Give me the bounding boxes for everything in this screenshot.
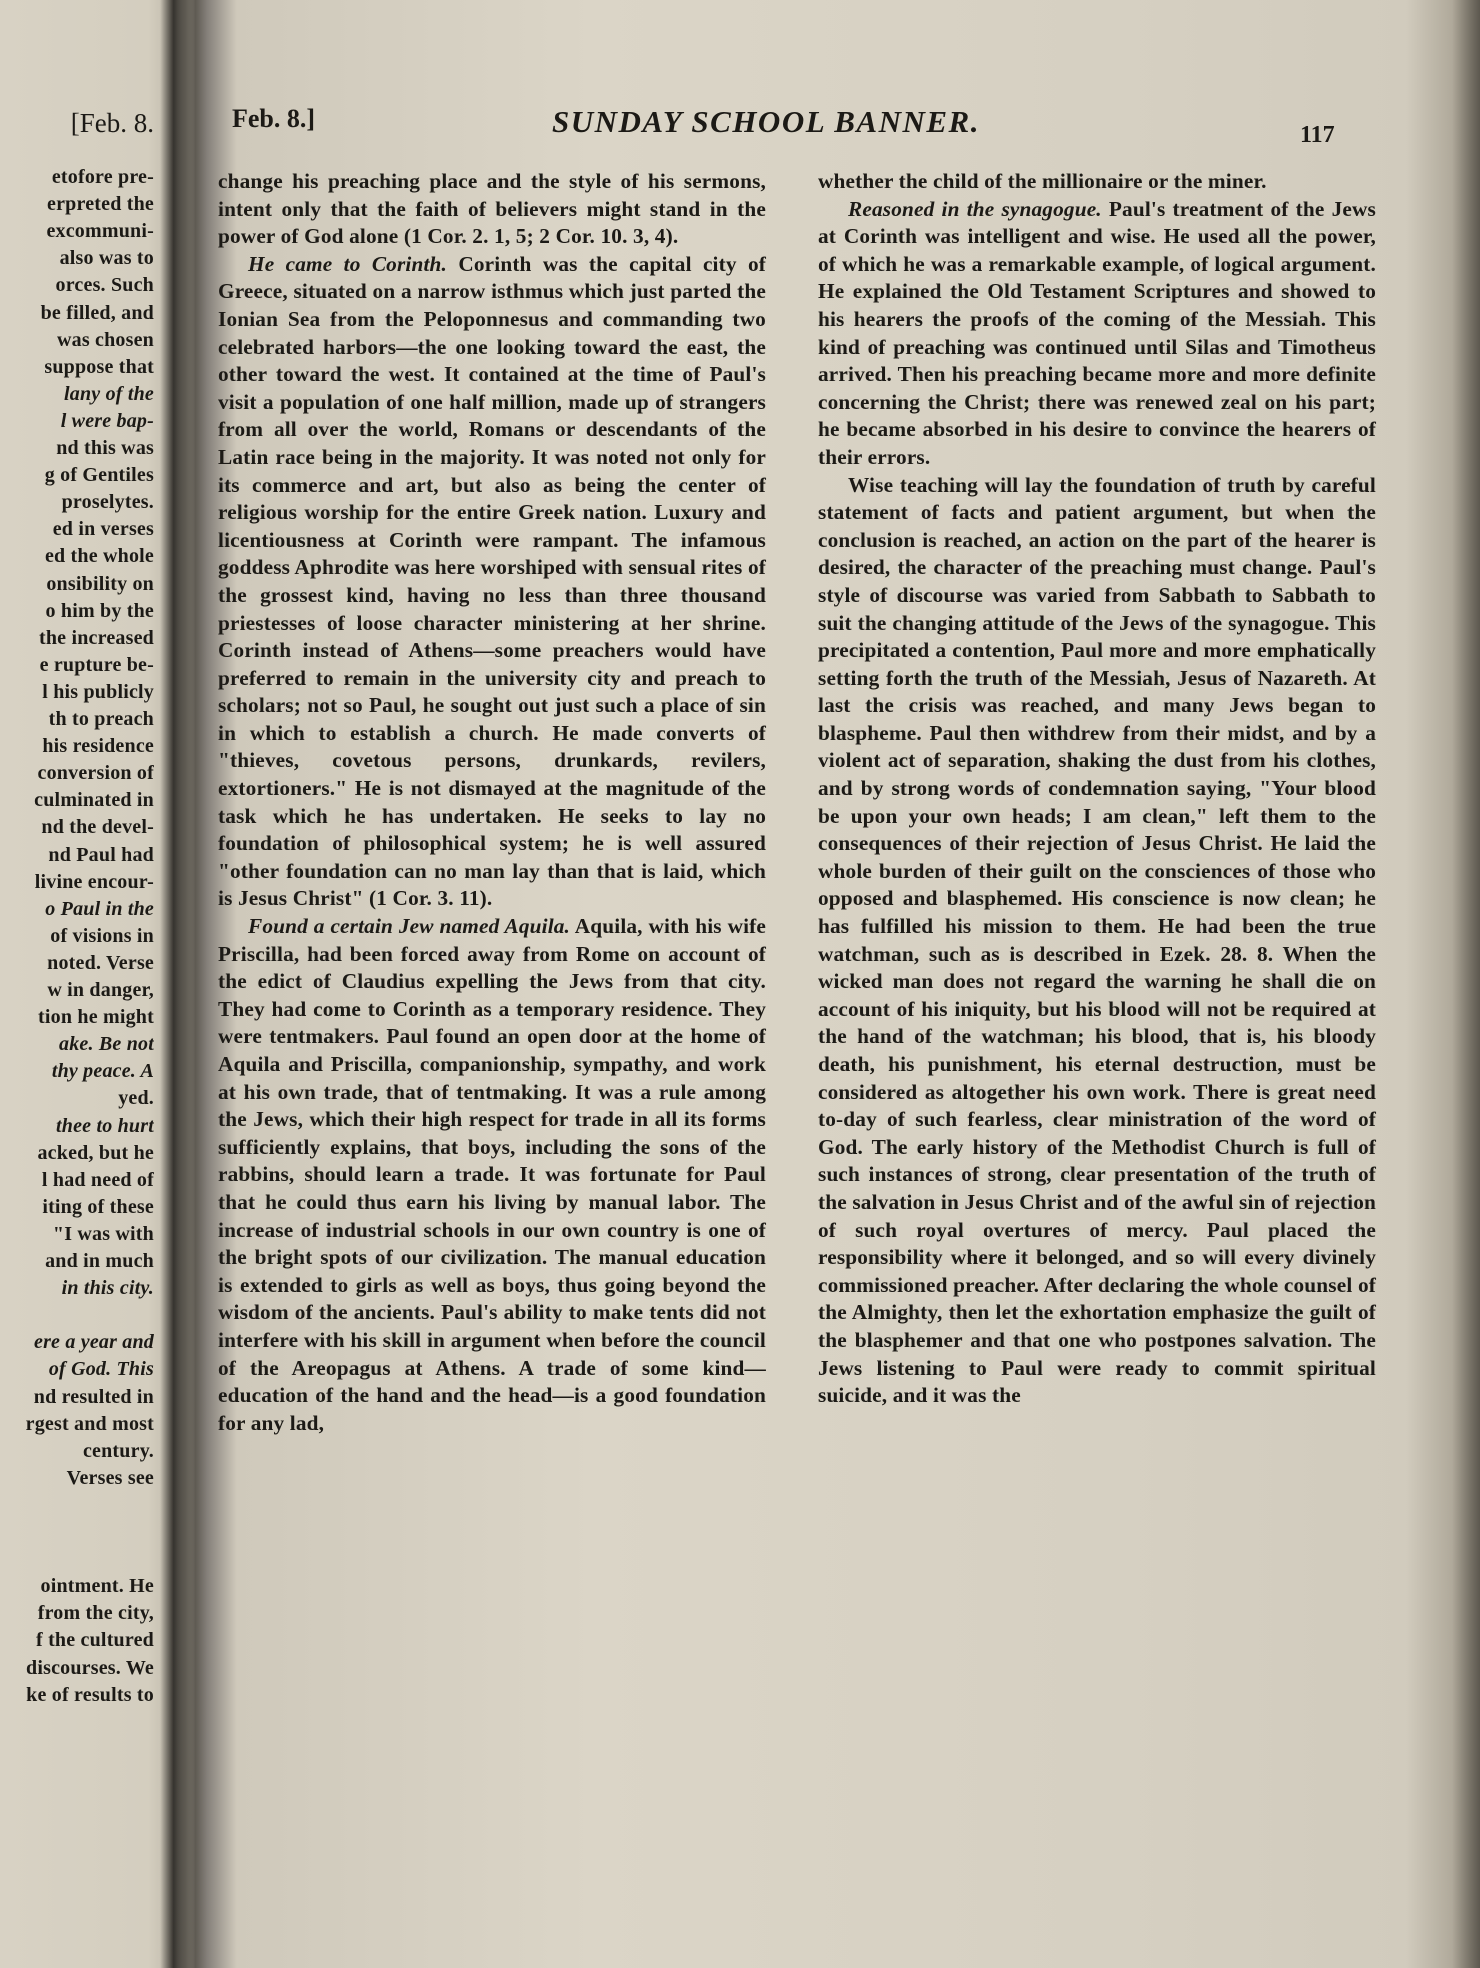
previous-page-line: livine encour- xyxy=(34,870,154,893)
previous-page-line: g of Gentiles xyxy=(44,464,154,487)
previous-page-line: ointment. He xyxy=(40,1575,154,1598)
previous-page-line: tion he might xyxy=(38,1006,154,1029)
previous-page-line: century. xyxy=(82,1439,154,1462)
paragraph-text: Aquila, with his wife Priscilla, had been forced away from Rome on account of the edict of Claudius expelling the Jews from that city. They had come to Corinth as a temporary residence. They were tentmakers. Paul found an open door at the home of Aquila and Priscilla, companionship, sympathy, and work at his own trade, that of tentmaking. It was a rule among the Jews, which their high respect for trade in all its forms sufficiently explains, that boys, including the sons of the rabbins, should learn a trade. It was fortunate for Paul that he could thus earn his living by manual labor. The increase of industrial schools in our own country is one of the bright spots of our civilization. The manual education is extended to girls as well as boys, thus going beyond the wisdom of the ancients. Paul's ability to make tents did not interfere with his skill in argument when before the council of the Areopagus at Athens. A trade of some kind—education of the hand and the head—is a good foundation for any lad, xyxy=(218,914,767,1435)
previous-page-line: orces. Such xyxy=(55,274,154,297)
previous-page-line: onsibility on xyxy=(46,572,154,595)
previous-page-line: thee to hurt xyxy=(56,1114,154,1137)
previous-page-line: l had need of xyxy=(41,1168,154,1191)
previous-page-line: be filled, and xyxy=(40,301,154,324)
previous-page-line: ed the whole xyxy=(44,545,154,568)
previous-page-line: was chosen xyxy=(56,328,154,351)
paragraph xyxy=(818,196,1376,472)
page-number: 117 xyxy=(1300,122,1335,148)
paragraph xyxy=(818,472,1376,1410)
previous-page-line: ere a year and xyxy=(34,1331,154,1354)
previous-page-line: nd this was xyxy=(56,437,154,459)
previous-page-line: o Paul in the xyxy=(45,897,154,920)
previous-page-line: nd the devel- xyxy=(41,816,154,839)
previous-page-line: acked, but he xyxy=(37,1141,154,1164)
header-title: SUNDAY SCHOOL BANNER. xyxy=(552,104,980,139)
paragraph-text: change his preaching place and the style of his sermons, intent only that the faith of believers might stand in the power of God alone (1 Cor. 2. 1, 5; 2 Cor. 10. 3, 4). xyxy=(218,169,766,249)
middle-column xyxy=(218,168,766,1437)
previous-page-line: in this city. xyxy=(61,1277,154,1300)
paragraph xyxy=(218,251,766,913)
previous-page-line: his residence xyxy=(42,735,154,758)
previous-page-line: suppose that xyxy=(44,355,154,378)
previous-page-line: the increased xyxy=(39,626,154,649)
previous-page-line: th to preach xyxy=(48,708,154,730)
previous-page-line: of visions in xyxy=(50,924,154,947)
previous-page-line: e rupture be- xyxy=(39,653,154,676)
paragraph-lead: He came to Corinth. xyxy=(248,251,448,276)
previous-page-line: erpreted the xyxy=(47,193,154,216)
previous-page-line: etofore pre- xyxy=(51,166,154,188)
right-column xyxy=(818,168,1376,1410)
previous-page-line: ke of results to xyxy=(26,1683,154,1706)
paragraph-text: Corinth was the capital city of Greece, situated on a narrow isthmus which just parted the Ionian Sea from the Peloponnesus and commanding two celebrated harbors—the one looking toward the east, the other toward the west. It contained at the time of Paul's visit a population of one half million, made up of strangers from all over the world, Romans or descendants of the Latin race being in the majority. It was noted not only for its commerce and art, but also as being the center of religious worship for the entire Greek nation. Luxury and licentiousness at Corinth were rampant. The infamous goddess Aphrodite was here worshiped with sensual rites of the grossest kind, having no less than three thousand priestesses of loose character ministering at her shrine. Corinth instead of Athens—some preachers would have preferred to remain in the university city and preach to scholars; not so Paul, he sought out just such a place of sin in which to establish a church. He made converts of "thieves, covetous persons, drunkards, revilers, extortioners." He is not dismayed at the magnitude of the task which he has undertaken. He seeks to lay no foundation of philosophical system; he is well assured "other foundation can no man lay than that is laid, which is Jesus Christ" (1 Cor. 3. 11). xyxy=(218,251,767,911)
previous-page-line: noted. Verse xyxy=(47,951,154,974)
paragraph-text: Paul's treatment of the Jews at Corinth was intelligent and wise. He used all the power, of which he was a remarkable example, of logical argument. He explained the Old Testament Scriptures and showed to his hearers the proofs of the coming of the Messiah. This kind of preaching was continued until Silas and Timotheus arrived. Then his preaching became more and more definite concerning the Christ; there was renewed zeal on his part; he became absorbed in his desire to convince the hearers of their errors. xyxy=(818,196,1376,469)
paragraph xyxy=(218,168,766,251)
previous-page-line: nd resulted in xyxy=(33,1385,154,1408)
previous-page-line: of God. This xyxy=(48,1358,154,1381)
previous-page-line: Verses see xyxy=(66,1466,154,1489)
previous-page-line: yed. xyxy=(118,1087,154,1110)
previous-page-line: l were bap- xyxy=(60,409,154,432)
previous-page-line: iting of these xyxy=(42,1195,154,1218)
previous-page-line: discourses. We xyxy=(26,1656,154,1679)
paragraph-text: whether the child of the millionaire or the miner. xyxy=(818,169,1267,193)
previous-page-line: also was to xyxy=(59,247,154,270)
previous-page-line: conversion of xyxy=(37,762,154,785)
header-date: Feb. 8.] xyxy=(232,104,316,133)
previous-page-line: w in danger, xyxy=(47,979,154,1001)
previous-page-line: excommuni- xyxy=(46,220,154,243)
previous-page-line: culminated in xyxy=(34,789,154,812)
previous-page-line: lany of the xyxy=(64,382,154,405)
previous-page-line: proselytes. xyxy=(61,491,154,514)
previous-page-line: l his publicly xyxy=(42,680,154,703)
paragraph-lead: Found a certain Jew named Aquila. xyxy=(248,914,571,939)
paragraph xyxy=(818,168,1376,196)
previous-page-line: "I was with xyxy=(52,1222,154,1245)
previous-page-line: thy peace. A xyxy=(51,1060,154,1083)
previous-page-line: and in much xyxy=(45,1250,154,1272)
book-gutter-shadow xyxy=(160,0,194,1968)
paragraph-lead: Reasoned in the synagogue. xyxy=(848,196,1102,221)
previous-page-line: nd Paul had xyxy=(48,843,154,866)
previous-page-line: o him by the xyxy=(45,599,154,622)
paragraph-text: Wise teaching will lay the foundation of truth by careful statement of facts and patient argument, but when the conclusion is reached, an action on the part of the hearer is desired, the character of the preaching must change. Paul's style of discourse was varied from Sabbath to Sabbath to suit the changing attitude of the Jews of the synagogue. This precipitated a contention, Paul more and more emphatically setting forth the truth of the Messiah, Jesus of Nazareth. At last the crisis was reached, and many Jews began to blaspheme. Paul then withdrew from their midst, and by a violent act of separation, shaking the dust from his clothes, and by strong words of condemnation saying, "Your blood be upon your own heads; I am clean," left them to the consequences of their rejection of Jesus Christ. He laid the whole burden of their guilt on the consciences of those who opposed and blasphemed. His conscience is now clean; he has fulfilled his mission to them. He had been the true watchman, such as is described in Ezek. 28. 8. When the wicked man does not regard the warning he shall die on account of his iniquity, but his blood will not be required at the hand of the watchman; his blood, that is, his bloody death, his punishment, his eternal destruction, must be considered as altogether his own work. There is great need to-day of such fearless, clear ministration of the word of God. The early history of the Methodist Church is full of such instances of strong, clear presentation of the truth of the salvation in Jesus Christ and of the awful sin of rejection of such royal overtures of mercy. Paul placed the responsibility where it belonged, and so will every divinely commissioned preacher. After declaring the whole counsel of the Almighty, then let the exhortation emphasize the guilt of the blasphemer and that one who postpones salvation. The Jews listening to Paul were ready to commit spiritual suicide, and it was the xyxy=(818,472,1376,1408)
previous-page-line: ed in verses xyxy=(52,518,154,541)
previous-page-header: [Feb. 8. xyxy=(70,108,154,138)
previous-page-line: rgest and most xyxy=(25,1412,154,1435)
paragraph xyxy=(218,913,766,1437)
previous-page-line: from the city, xyxy=(37,1602,154,1625)
previous-page-line: ake. Be not xyxy=(59,1033,154,1056)
page-edge-shadow xyxy=(1452,0,1480,1968)
previous-page-line: f the cultured xyxy=(36,1629,154,1652)
previous-page-fragment xyxy=(0,108,154,1888)
